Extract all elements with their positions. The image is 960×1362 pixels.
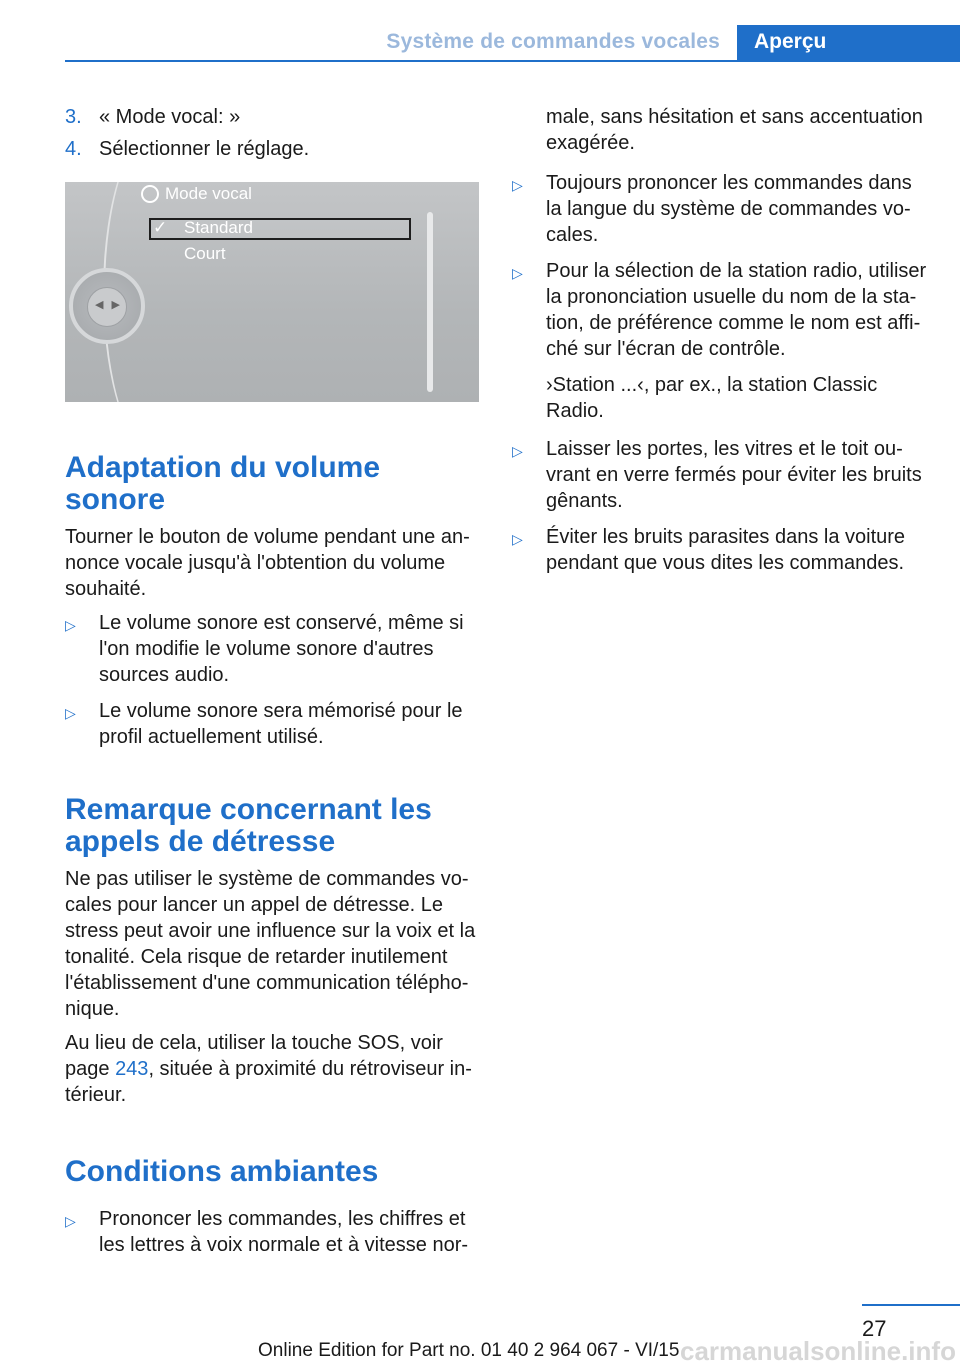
scroll-bar-decoration	[427, 212, 433, 392]
footer-rule	[862, 1304, 960, 1306]
step-text: « Mode vocal: »	[99, 106, 241, 128]
triangle-bullet-icon: ▷	[512, 177, 523, 193]
direction-arrows-icon: ◀▶	[95, 299, 128, 311]
list-item-text: Laisser les portes, les vitres et le toit ou‐vrant en verre fermés pour éviter les bruits gênants.	[546, 438, 922, 512]
list-item	[512, 258, 932, 362]
screen-title	[141, 184, 252, 204]
volume-paragraph: Tourner le bouton de volume pendant une an‐nonce vocale jusqu'à l'obtention du volume souhaité.	[65, 526, 470, 600]
step-text: Sélectionner le réglage.	[99, 138, 310, 160]
page-number: 27	[862, 1316, 887, 1341]
heading-ambient: Conditions ambiantes	[65, 1155, 379, 1188]
step-item	[65, 136, 479, 162]
menu-option-standard: Standard	[184, 218, 253, 237]
list-item-text: Pour la sélection de la station radio, utiliser la prononciation usuelle du nom de la sta‐tion, de préférence comme le nom est affi‐ché sur l'écran de contrôle.	[546, 260, 927, 360]
header-section-title: Système de commandes vocales	[386, 30, 720, 53]
footer-edition: Online Edition for Part no. 01 40 2 964 067 - VI/15	[258, 1340, 680, 1361]
triangle-bullet-icon: ▷	[512, 443, 523, 459]
step-number: 3.	[65, 106, 82, 128]
step-item	[65, 104, 479, 130]
triangle-bullet-icon: ▷	[65, 705, 76, 721]
left-column	[65, 104, 479, 1268]
list-item	[65, 698, 479, 750]
distress-paragraph-2	[65, 1030, 479, 1108]
step-number: 4.	[65, 138, 82, 160]
list-item-text: Le volume sonore est conservé, même si l'on modifie le volume sonore d'autres sources audio.	[99, 612, 464, 686]
triangle-bullet-icon: ▷	[65, 617, 76, 633]
station-example: ›Station ...‹, par ex., la station Classic Radio.	[546, 374, 878, 422]
screen-title-text: Mode vocal	[165, 184, 252, 203]
list-item-text: Le volume sonore sera mémorisé pour le profil actuellement utilisé.	[99, 700, 463, 748]
menu-option-court: Court	[184, 244, 226, 263]
right-column	[512, 104, 932, 586]
triangle-bullet-icon: ▷	[512, 265, 523, 281]
header-tab: Aperçu	[737, 25, 960, 62]
header-rule	[65, 60, 960, 62]
distress-text-after: , située à proximité du rétroviseur in‐térieur.	[65, 1058, 472, 1106]
list-item-text: Éviter les bruits parasites dans la voiture pendant que vous dites les commandes.	[546, 526, 906, 574]
checkmark-icon: ✓	[153, 218, 168, 237]
list-item	[512, 524, 932, 576]
control-display-image	[65, 182, 479, 402]
list-item	[65, 1206, 479, 1258]
watermark: carmanualsonline.info	[680, 1336, 956, 1362]
list-item	[512, 436, 932, 514]
triangle-bullet-icon: ▷	[65, 1213, 76, 1229]
distress-text-before: Au lieu de cela, utiliser la touche SOS, voir page	[65, 1032, 443, 1080]
page-link-243[interactable]: 243	[115, 1058, 149, 1080]
triangle-bullet-icon: ▷	[512, 531, 523, 547]
list-item	[512, 170, 932, 248]
distress-paragraph-1: Ne pas utiliser le système de commandes vo‐cales pour lancer un appel de détresse. Le stress peut avoir une influence sur la voix et la tonalité. Cela risque de retarder inutilement l'établissement d'une communication télépho‐nique.	[65, 868, 476, 1020]
heading-distress: Remarque concernant les appels de détresse	[65, 793, 432, 858]
heading-volume: Adaptation du volume sonore	[65, 451, 380, 516]
list-item-text: Toujours prononcer les commandes dans la langue du système de commandes vo‐cales.	[546, 172, 912, 246]
list-item-text: Prononcer les commandes, les chiffres et les lettres à voix normale et à vitesse nor‐	[99, 1208, 469, 1256]
continued-text: male, sans hésitation et sans accentuation exagérée.	[546, 106, 923, 154]
list-item	[65, 610, 479, 688]
gear-icon	[141, 185, 159, 203]
